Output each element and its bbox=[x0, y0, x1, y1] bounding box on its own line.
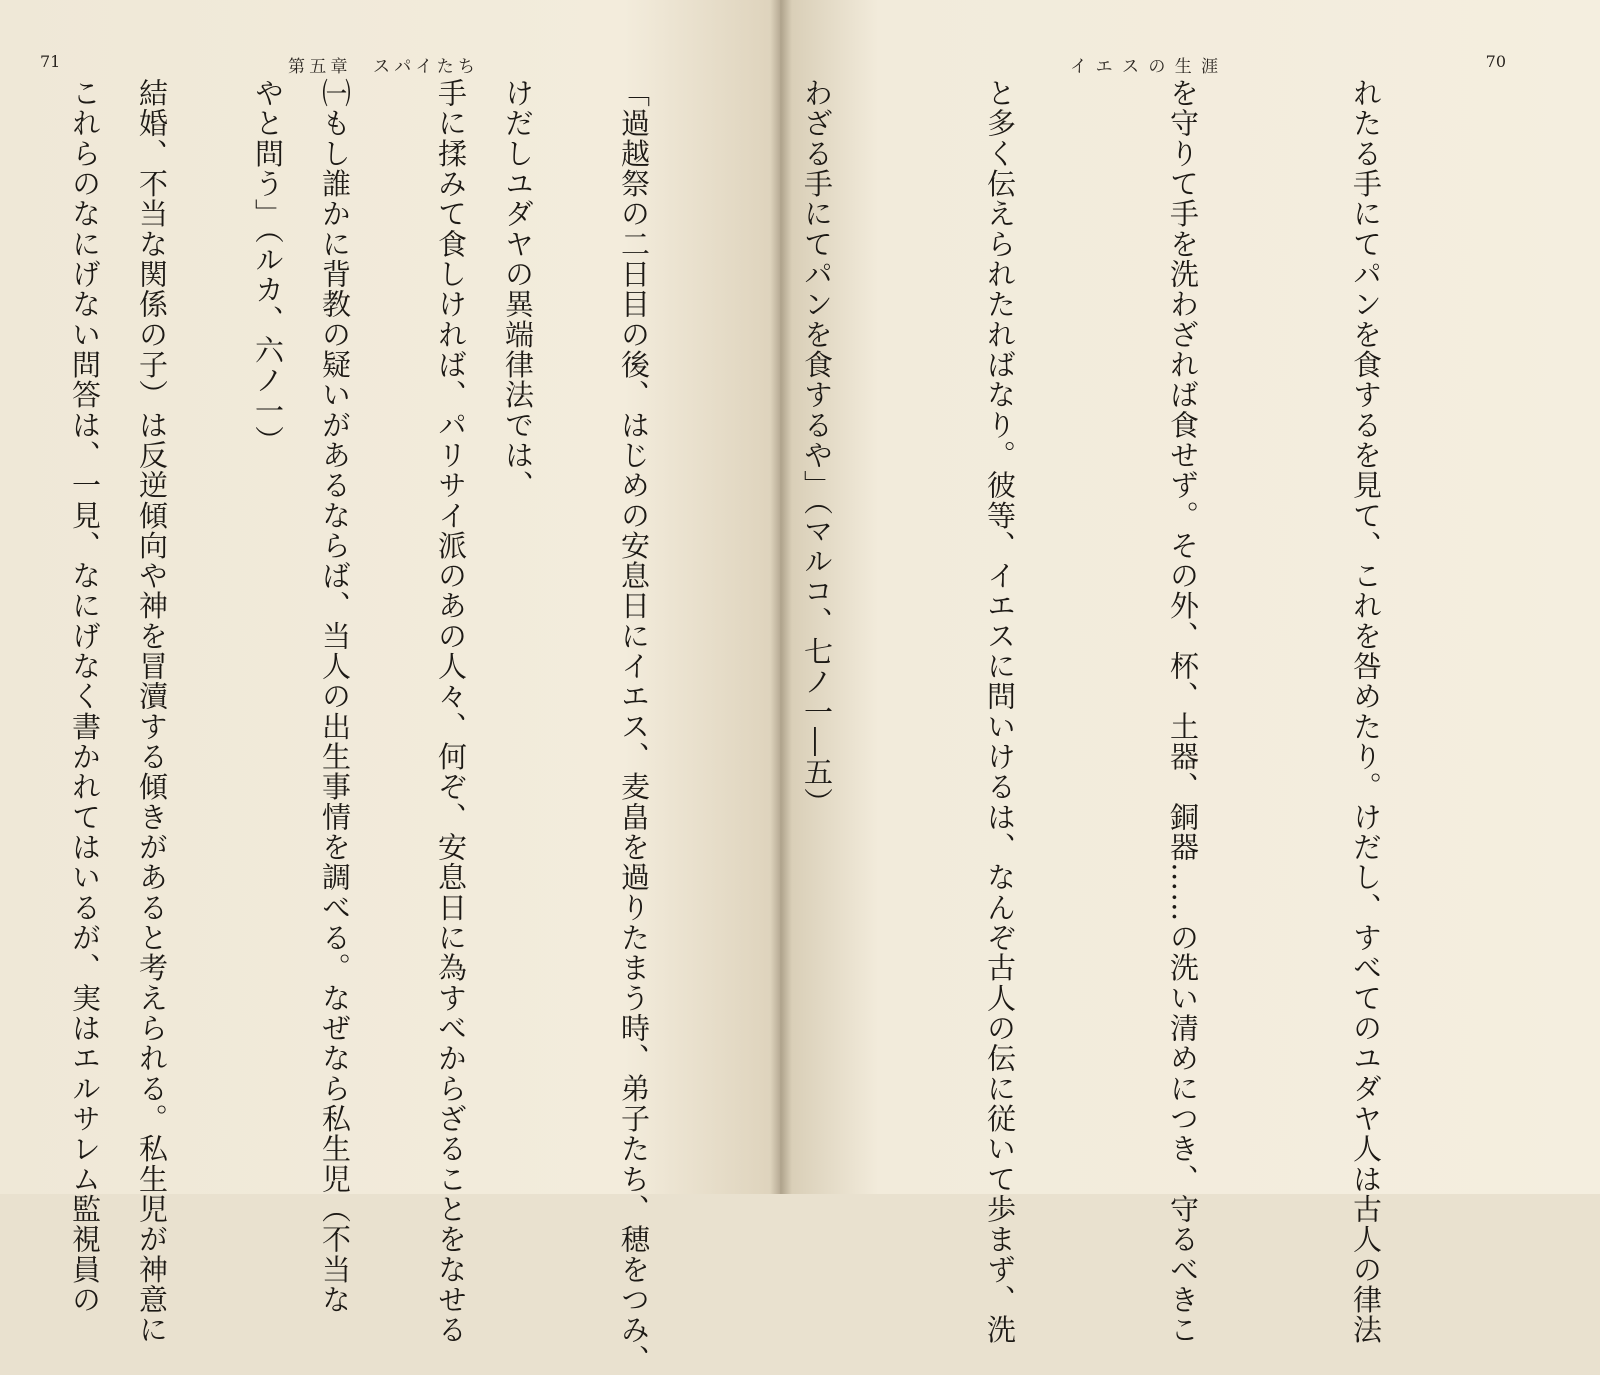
text-line: けだしユダヤの異端律法では、 bbox=[501, 78, 535, 501]
page-number: 71 bbox=[40, 52, 61, 71]
text-line: ㈠もし誰かに背教の疑いがあるならば、当人の出生事情を調べる。なぜなら私生児（不当な bbox=[318, 78, 352, 1315]
page-number: 70 bbox=[1485, 52, 1506, 71]
text-line: 「過越祭の二日目の後、はじめの安息日にイエス、麦畠を過りたまう時、弟子たち、穂をつみ、 bbox=[617, 78, 651, 1375]
text-line: を守りて手を洗わざれば食せず。その外、杯、土器、銅器……の洗い清めにつき、守るべきこ bbox=[1166, 78, 1200, 1345]
running-head: イエスの生涯 bbox=[1070, 57, 1228, 77]
text-line: これらのなにげない問答は、一見、なにげなく書かれてはいるが、実はエルサレム監視員の bbox=[68, 78, 102, 1315]
text-line: と多く伝えられたればなり。彼等、イエスに問いけるは、なんぞ古人の伝に従いて歩まず、洗 bbox=[983, 78, 1017, 1345]
text-line: 手に揉みて食しければ、パリサイ派のあの人々、何ぞ、安息日に為すべからざることをなせる bbox=[434, 78, 468, 1345]
book-gutter bbox=[770, 0, 792, 1194]
running-head: 第五章 スパイたち bbox=[288, 57, 480, 77]
text-line: やと問う」（ルカ、六ノ一） bbox=[251, 78, 285, 456]
text-line: れたる手にてパンを食するを見て、これを咎めたり。けだし、すべてのユダヤ人は古人の律法 bbox=[1349, 78, 1383, 1345]
text-line: わざる手にてパンを食するや」（マルコ、七ノ一―五） bbox=[800, 78, 834, 818]
text-line: 結婚、不当な関係の子）は反逆傾向や神を冒瀆する傾きがあると考えられる。私生児が神意に bbox=[135, 78, 169, 1345]
